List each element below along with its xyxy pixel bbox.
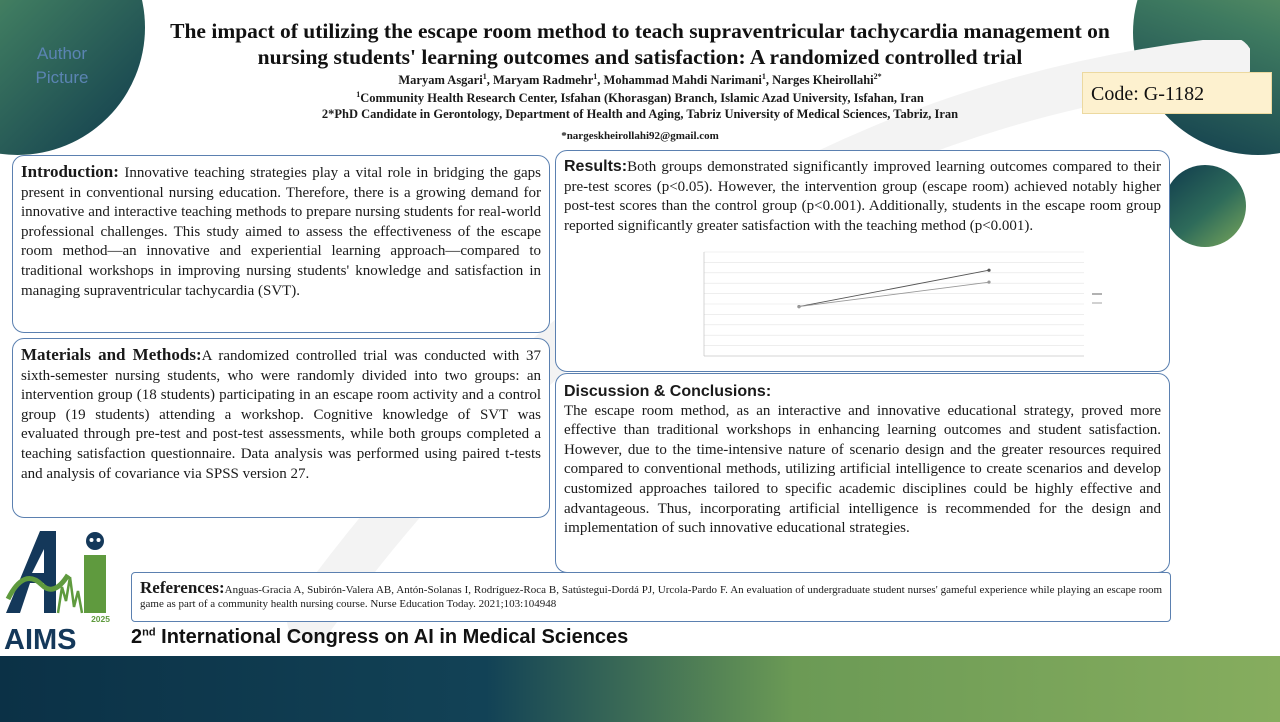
congress-title: International Congress on AI in Medical Sciences [161, 626, 629, 648]
author-mark: 1 [482, 72, 487, 81]
author-name: Mohammad Mahdi Narimani [603, 73, 762, 88]
results-heading: Results: [564, 158, 628, 175]
methods-heading: Materials and Methods: [21, 345, 202, 364]
author-picture-placeholder: Author Picture [35, 44, 89, 87]
author-name: Narges Kheirollahi [772, 73, 874, 88]
congress-ordinal-suffix: nd [142, 626, 156, 639]
chart-data-point [797, 305, 800, 308]
decorative-circle-right [1164, 165, 1246, 247]
author-name: Maryam Asgari [398, 73, 483, 88]
chart-series [797, 269, 990, 309]
discussion-panel [555, 373, 1170, 573]
author-mark: 1 [593, 72, 598, 81]
introduction-panel [12, 155, 550, 333]
affiliation-1 [140, 90, 1140, 106]
logo-year: 2025 [91, 614, 110, 624]
references-panel [131, 572, 1171, 622]
author-name: Maryam Radmehr [492, 73, 594, 88]
chart-data-point [987, 269, 990, 272]
congress-name [131, 626, 628, 649]
discussion-text: The escape room method, as an interactive and innovative educational strategy, proved more effective than traditional workshops in enhancing learning outcomes and student satisfaction. However, due to the time-intensive nature of scenario design and the greater resources required compared to conventional methods, utilizing artificial intelligence to create scenarios and develop customized approaches tailored to specific academic disciplines could be highly effective and advantageous. Thus, incorporating artificial intelligence is recommended for the design and implementation of such innovative educational strategies. [564, 402, 1161, 537]
results-line-chart [686, 246, 1156, 368]
references-text: Anguas-Gracia A, Subirón-Valera AB, Antón-Solanas I, Rodríguez-Roca B, Satústegui-Dordá PJ, Urcola-Pardo F. An evaluation of undergraduate student nurses' gameful experience while playing an escape room game as part of a community health nursing course. Nurse Education Today. 2021;103:104948 [140, 584, 1162, 610]
logo-text: AIMS [4, 624, 77, 652]
affiliation-mark: 1 [356, 90, 361, 99]
references-heading: References: [140, 578, 225, 597]
methods-panel [12, 338, 550, 518]
contact-email: *nargeskheirollahi92@gmail.com [561, 130, 719, 142]
discussion-heading: Discussion & Conclusions: [564, 383, 772, 400]
chart-grid [704, 252, 1084, 356]
author-mark: 2* [873, 72, 882, 81]
affiliation-2 [140, 107, 1140, 122]
introduction-text: Innovative teaching strategies play a vital role in bridging the gaps present in conventional nursing education. Therefore, there is a growing demand for innovative and interactive teaching methods to prepare nursing students for real-world professional challenges. This study aimed to assess the effectiveness of the escape room method—an innovative and experiential learning approach—compared to traditional workshops in improving nursing students' knowledge and satisfaction in managing supraventricular tachycardia (SVT). [21, 165, 542, 299]
congress-ordinal-number: 2 [131, 626, 143, 648]
chart-data-point [987, 281, 990, 284]
author-mark: 1 [761, 72, 766, 81]
results-text: Both groups demonstrated significantly improved learning outcomes compared to their pre-test scores (p<0.05). However, the intervention group (escape room) achieved notably higher post-test scores than the control group (p<0.001). Additionally, students in the escape room group reported significantly greater satisfaction with the teaching method (p<0.001). [564, 159, 1161, 234]
affiliation-text: PhD Candidate in Gerontology, Department of Health and Aging, Tabriz University of Medical Sciences, Tabriz, Iran [334, 107, 959, 121]
chart-series-line [799, 270, 989, 306]
affiliation-mark: 2* [321, 107, 335, 121]
author-list: Maryam Asgari$^1$, Maryam Radmehr$^1$, Mohammad Mahdi Narimani$^1$, Narges Kheirollahi$^{2*}$ [398, 72, 882, 88]
poster-title: The impact of utilizing the escape room method to teach supraventricular tachycardia management on nursing students' learning outcomes and satisfaction: A randomized controlled trial [170, 19, 1110, 69]
affiliation-text: Community Health Research Center, Isfahan (Khorasgan) Branch, Islamic Azad University, Isfahan, Iran [360, 91, 924, 106]
aims-congress-logo [2, 527, 120, 652]
chart-series-line [799, 282, 989, 306]
poster-code-badge: Code: G-1182 [1082, 72, 1272, 114]
chart-legend [1092, 294, 1102, 303]
footer-band [0, 656, 1280, 722]
results-panel [555, 150, 1170, 372]
introduction-heading: Introduction: [21, 162, 119, 181]
methods-text: A randomized controlled trial was conducted with 37 sixth-semester nursing students, who were randomly divided into two groups: an intervention group (18 students) participating in an escape room activity and a control group (19 students) attending a workshop. Cognitive knowledge of SVT was evaluated through pre-test and post-test assessments, while both groups completed a teaching satisfaction questionnaire. Data analysis was performed using paired t-tests and analysis of covariance via SPSS version 27. [21, 348, 541, 482]
